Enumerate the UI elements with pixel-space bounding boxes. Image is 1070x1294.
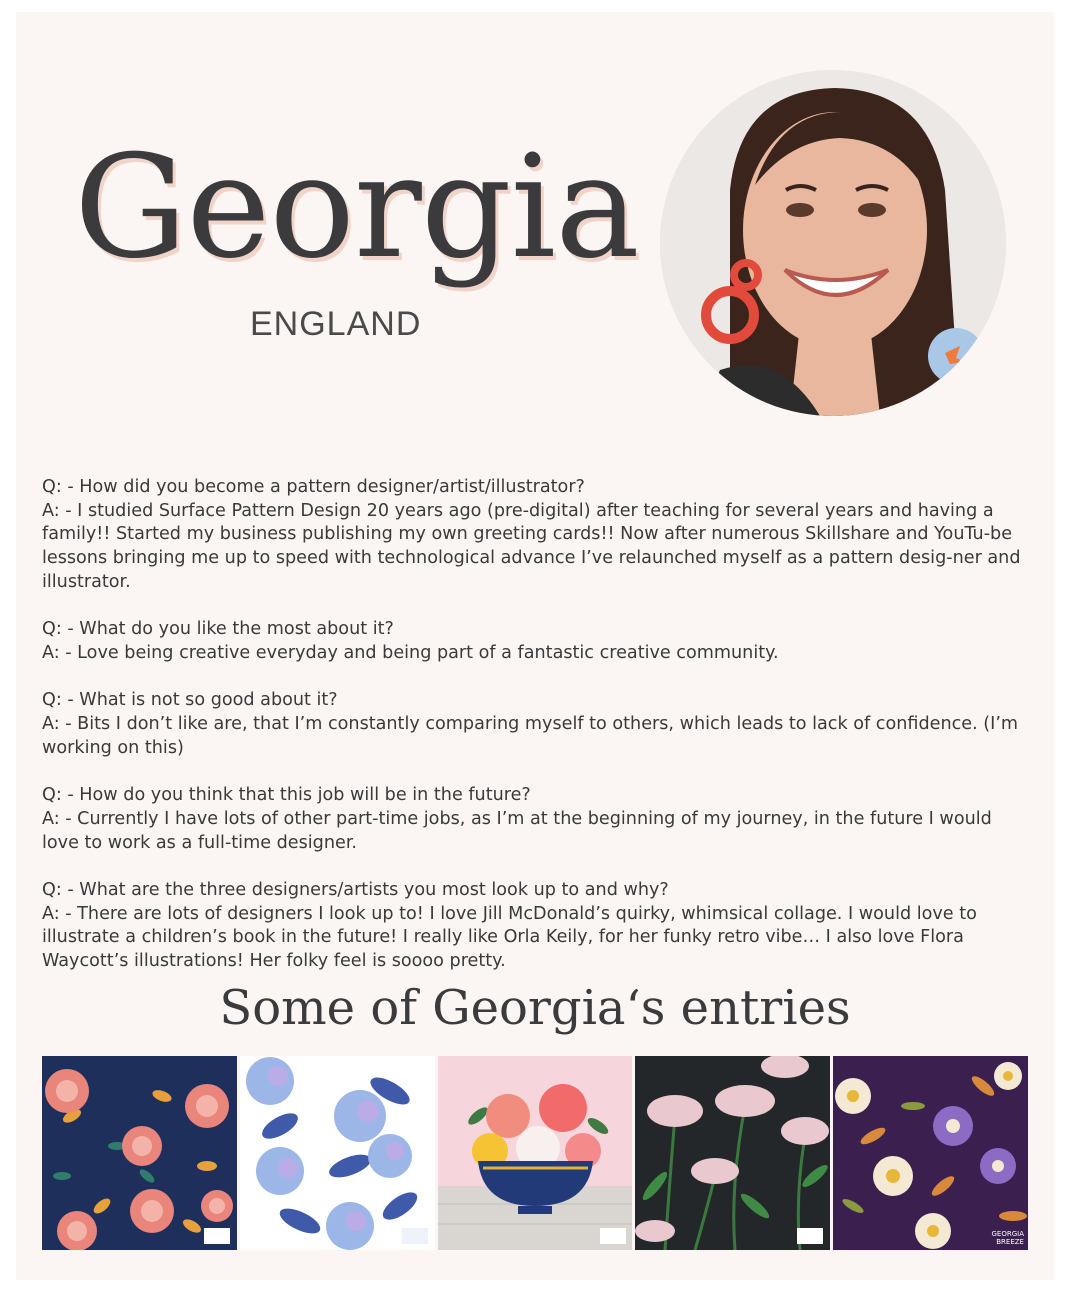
question: Q: - What do you like the most about it? [42,619,394,640]
question: Q: - What are the three designers/artists you most look up to and why? [42,879,669,900]
entry-purple-pansies [833,1056,1028,1250]
answer: A: - Love being creative everyday and being part of a fantastic creative community. [42,642,779,663]
answer: A: - Currently I have lots of other part-time jobs, as I’m at the beginning of my journey, in the future I would love to work as a full-time designer. [42,808,992,853]
portrait-illustration [660,70,1006,416]
entries-title: Some of Georgia‘s entries [219,980,851,1036]
answer: A: - I studied Surface Pattern Design 20 years ago (pre-digital) after teaching for several years and having a family!! Started my business publishing my own greeting cards!! Now after numerous Skillshare and YouTu-be lessons bringing me up to speed with technological advance I’ve relaunched myself as a pattern desig-ner and illustrator. [42,500,1021,592]
designer-country: ENGLAND [250,305,422,343]
answer: A: - There are lots of designers I look up to! I love Jill McDonald’s quirky, whimsical collage. I would love to illustrate a children’s book in the future! I really like Orla Keily, for her funky retro vibe… I also love Flora Waycott’s illustrations! Her folky feel is soooo pretty. [42,903,977,971]
question: Q: - What is not so good about it? [42,690,338,711]
interview-section [42,476,1032,997]
answer: A: - Bits I don’t like are, that I’m constantly comparing myself to others, which leads to lack of confidence. (I’m working on this) [42,714,1019,758]
qa-block [42,689,1032,760]
question: Q: - How do you think that this job will be in the future? [42,785,531,806]
qa-block [42,476,1032,595]
entries-gallery [42,1056,1028,1250]
portrait-photo [660,70,1006,416]
qa-block [42,879,1032,974]
entry-dark-yarrow [635,1056,830,1250]
entry-navy-roses [42,1056,237,1250]
qa-block [42,784,1032,855]
entry-flower-bowl [438,1056,633,1250]
entry-blue-hydrangeas [240,1056,435,1250]
watermark-text: GEORGIA BREEZE [991,1230,1024,1246]
designer-name: Georgia [74,125,639,290]
qa-block [42,618,1032,665]
question: Q: - How did you become a pattern designer/artist/illustrator? [42,477,585,497]
